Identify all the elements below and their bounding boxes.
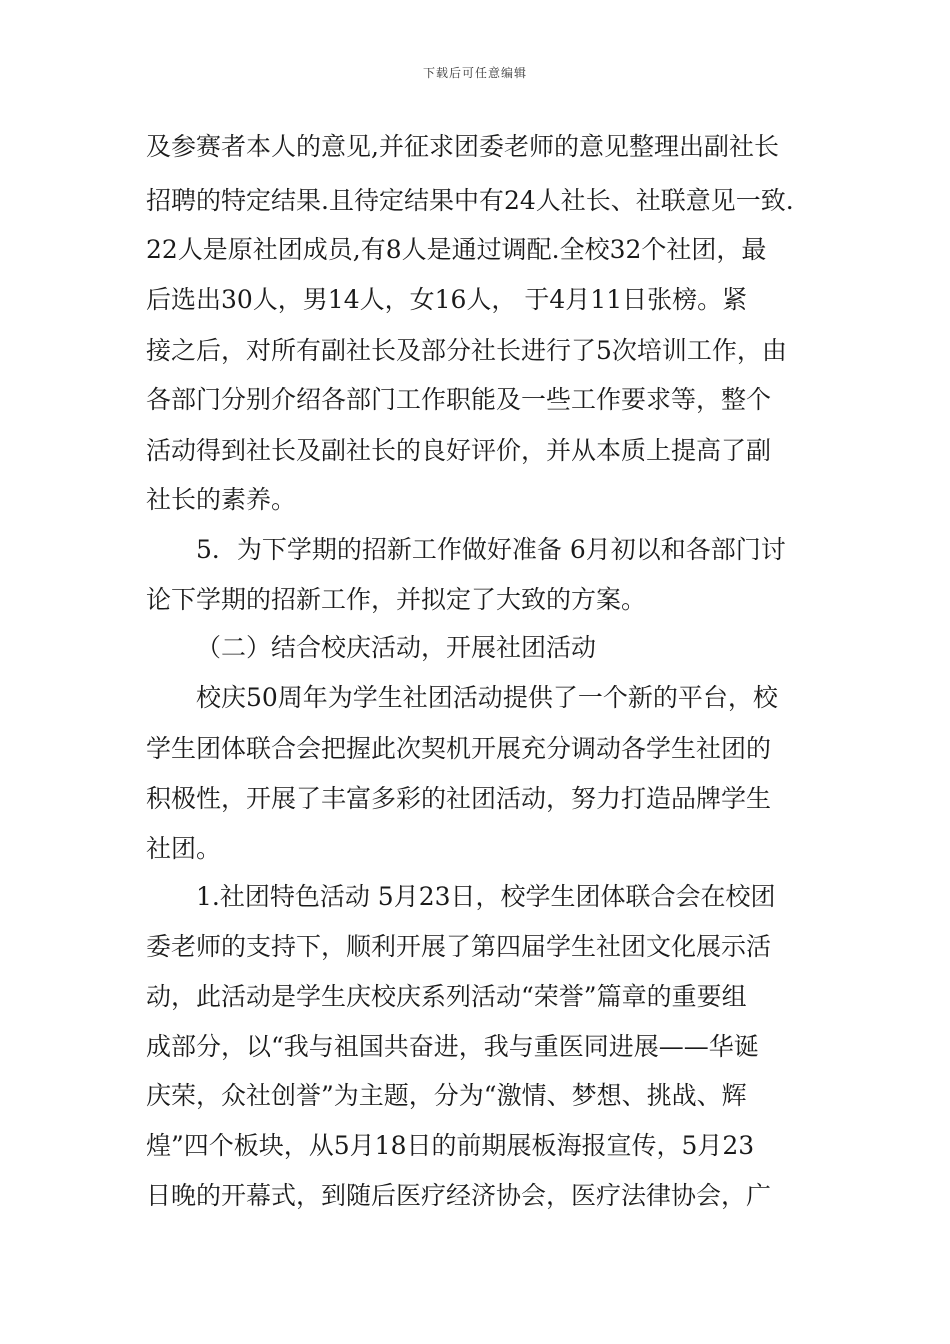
text-line: 22人是原社团成员,有8人是通过调配.全校32个社团，最 (146, 235, 767, 264)
text-line: 及参赛者本人的意见,并征求团委老师的意见整理出副社长 (146, 132, 779, 161)
page-header: 下载后可任意编辑 (422, 66, 527, 80)
text-line: 煌”四个板块，从5月18日的前期展板海报宣传，5月23 (146, 1131, 755, 1160)
text-line: 委老师的支持下，顺利开展了第四届学生社团文化展示活 (146, 932, 772, 961)
text-line: 各部门分别介绍各部门工作职能及一些工作要求等，整个 (146, 385, 772, 414)
text-line: 学生团体联合会把握此次契机开展充分调动各学生社团的 (146, 734, 772, 763)
paragraph-start: 校庆50周年为学生社团活动提供了一个新的平台，校 (196, 683, 778, 712)
list-item-heading: 5．为下学期的招新工作做好准备 6月初以和各部门讨 (196, 535, 786, 564)
text-line: 日晚的开幕式，到随后医疗经济协会，医疗法律协会，广 (146, 1181, 772, 1210)
text-line: 社长的素养。 (146, 485, 297, 514)
section-heading: （二）结合校庆活动，开展社团活动 (196, 633, 597, 662)
text-line: 后选出30人，男14人，女16人， 于4月11日张榜。紧 (146, 285, 748, 314)
text-line: 动，此活动是学生庆校庆系列活动“荣誉”篇章的重要组 (146, 982, 747, 1011)
text-line: 活动得到社长及副社长的良好评价，并从本质上提高了副 (146, 436, 772, 465)
text-line: 积极性，开展了丰富多彩的社团活动，努力打造品牌学生 (146, 784, 772, 813)
text-line: 接之后，对所有副社长及部分社长进行了5次培训工作，由 (146, 336, 787, 365)
text-line: 成部分，以“我与祖国共奋进，我与重医同进展——华诞 (146, 1032, 759, 1061)
text-line: 招聘的特定结果.且待定结果中有24人社长、社联意见一致. (146, 186, 794, 215)
text-line: 社团。 (146, 834, 222, 863)
text-line: 庆荣，众社创誉”为主题，分为“激情、梦想、挑战、辉 (146, 1081, 747, 1110)
list-item-heading: 1.社团特色活动 5月23日，校学生团体联合会在校团 (196, 882, 776, 911)
text-line: 论下学期的招新工作，并拟定了大致的方案。 (146, 585, 647, 614)
